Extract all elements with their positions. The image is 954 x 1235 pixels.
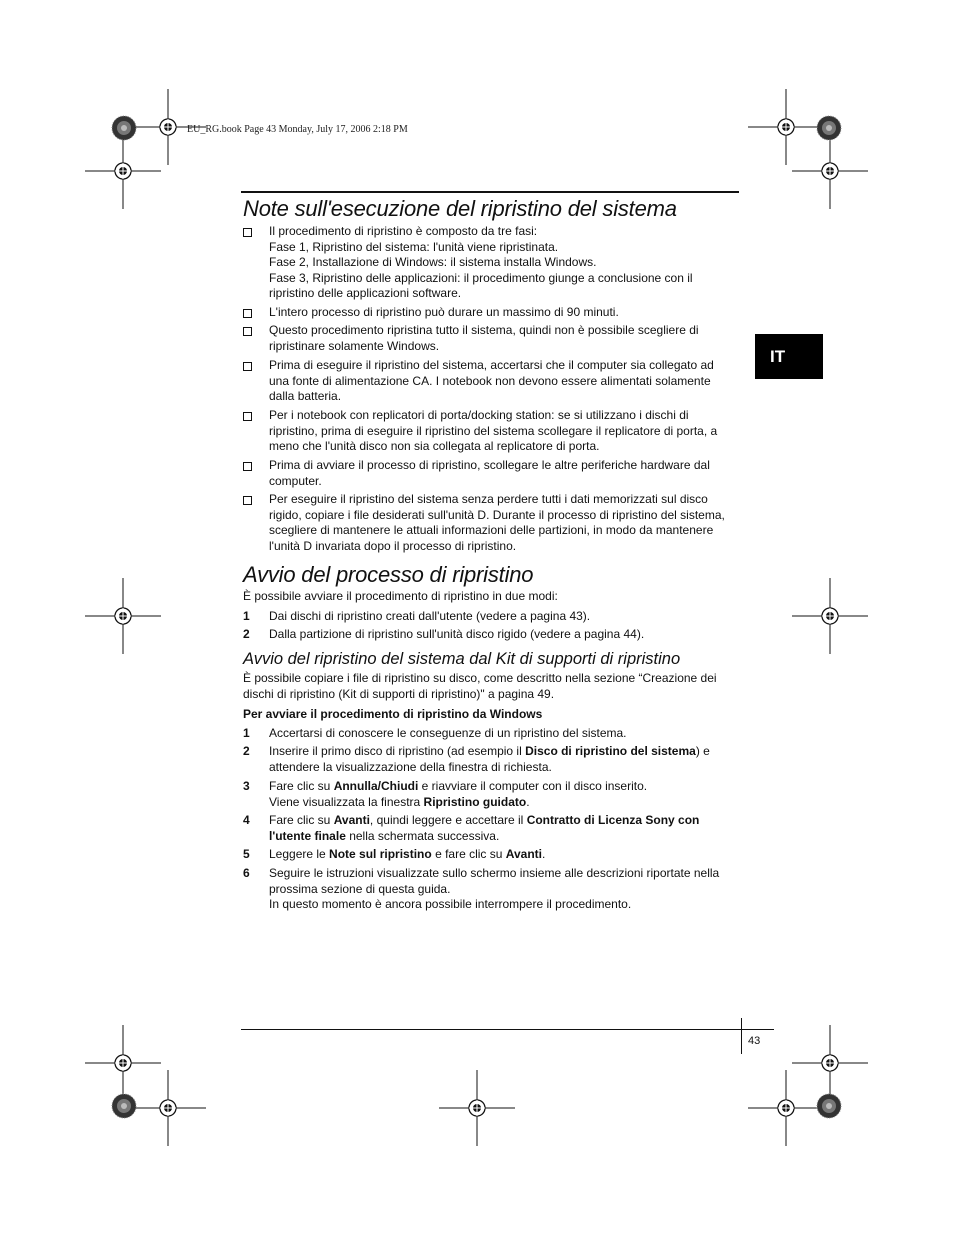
registration-mark-icon — [130, 89, 206, 165]
step-emphasis: Contratto di Licenza Sony con — [526, 813, 700, 827]
title-notes: Note sull'esecuzione del ripristino del sistema — [243, 196, 677, 221]
page-number: 43 — [748, 1035, 761, 1047]
step-number: 6 — [243, 866, 250, 880]
mode-text: Dalla partizione di ripristino sull'unità disco rigido (vedere a pagina 44). — [269, 627, 645, 641]
step-emphasis: Note sul ripristino — [329, 847, 432, 861]
procedure-heading: Per avviare il procedimento di ripristino da Windows — [243, 707, 543, 721]
registration-mark-icon — [792, 133, 868, 209]
mode-text: Dai dischi di ripristino creati dall'utente (vedere a pagina 43). — [269, 609, 591, 623]
step-text: . — [526, 794, 530, 809]
step-text: Inserire il primo disco di ripristino (ad esempio il — [269, 744, 526, 758]
step-text: Accertarsi di conoscere le conseguenze di un ripristino del sistema. — [269, 726, 627, 740]
note-line: Il procedimento di ripristino è composto da tre fasi: — [269, 224, 538, 238]
step-number: 4 — [243, 813, 250, 827]
step-text: prossima sezione di questa guida. — [269, 881, 451, 896]
kit-intro-line: È possibile copiare i file di ripristino su disco, come descritto nella sezione “Creazione dei — [243, 671, 717, 685]
note-line: l'unità D invariata dopo il processo di ripristino. — [269, 538, 517, 553]
note-line: Per eseguire il ripristino del sistema senza perdere tutti i dati memorizzati sul disco — [269, 492, 708, 506]
step-number: 3 — [243, 779, 250, 793]
note-line: rigido, copiare i file desiderati sull'unità D. Durante il processo di ripristino del sistema, — [269, 507, 725, 522]
note-line: dalla batteria. — [269, 389, 342, 403]
mode-number: 1 — [243, 609, 250, 623]
step-number: 5 — [243, 847, 250, 861]
book-header: EU_RG.book Page 43 Monday, July 17, 2006 2:18 PM — [187, 124, 408, 135]
note-line: Fase 3, Ripristino delle applicazioni: il procedimento giunge a conclusione con il — [269, 270, 693, 285]
step-text: attendere la visualizzazione della finestra di richiesta. — [269, 759, 552, 774]
note-line: una fonte di alimentazione CA. I notebook non devono essere alimentati solamente — [269, 373, 711, 388]
step-emphasis: l'utente finale — [269, 828, 346, 843]
note-line: ripristino, prima di eseguire il ripristino del sistema scollegare il replicatore di porta, a — [269, 423, 718, 438]
note-line: ripristinare solamente Windows. — [269, 338, 440, 353]
note-line: Fase 1, Ripristino del sistema: l'unità viene ripristinata. — [269, 239, 559, 254]
step-emphasis: Annulla/Chiudi — [333, 779, 419, 793]
registration-mark-icon — [85, 1025, 161, 1101]
step-text: e riavviare il computer con il disco inserito. — [418, 779, 648, 793]
step-text: e fare clic su — [431, 847, 506, 861]
registration-mark-icon — [792, 1025, 868, 1101]
color-target-icon — [112, 1094, 136, 1118]
step-number: 2 — [243, 744, 250, 758]
step-text: Leggere le — [269, 847, 330, 861]
color-target-icon — [112, 116, 136, 140]
title-avvio: Avvio del processo di ripristino — [243, 562, 534, 587]
note-line: Per i notebook con replicatori di porta/docking station: se si utilizzano i dischi di — [269, 408, 689, 422]
registration-mark-icon — [792, 578, 868, 654]
step-text: , quindi leggere e accettare il — [369, 813, 527, 827]
registration-mark-icon — [748, 1070, 824, 1146]
note-line: Questo procedimento ripristina tutto il sistema, quindi non è possibile scegliere di — [269, 323, 699, 337]
note-line: Fase 2, Installazione di Windows: il sistema installa Windows. — [269, 255, 597, 269]
registration-mark-icon — [748, 89, 824, 165]
registration-mark-icon — [85, 133, 161, 209]
step-emphasis: Avanti — [333, 813, 370, 827]
note-line: scegliere di mantenere le attuali informazioni delle partizioni, in modo da mantenere — [269, 523, 714, 537]
note-line: ripristino delle applicazioni software. — [269, 286, 462, 300]
step-text: Fare clic su — [269, 813, 334, 827]
step-text: Seguire le istruzioni visualizzate sullo schermo insieme alle descrizioni riportate nella — [269, 866, 720, 880]
step-text: nella schermata successiva. — [345, 828, 500, 843]
registration-mark-icon — [439, 1070, 515, 1146]
step-emphasis: Disco di ripristino del sistema — [525, 744, 696, 758]
mode-number: 2 — [243, 627, 250, 641]
step-text: ) e — [695, 744, 710, 758]
note-line: meno che l'unità disco non sia collegata al replicatore di porta. — [269, 439, 600, 453]
registration-mark-icon — [85, 578, 161, 654]
kit-intro-line: dischi di ripristino (Kit di supporti di ripristino)" a pagina 49. — [243, 686, 555, 701]
step-emphasis: Ripristino guidato — [423, 794, 527, 809]
note-line: Prima di avviare il processo di ripristino, scollegare le altre periferiche hardware dal — [269, 458, 710, 472]
step-text: Fare clic su — [269, 779, 334, 793]
color-target-icon — [817, 1094, 841, 1118]
step-text: Viene visualizzata la finestra — [269, 794, 424, 809]
step-number: 1 — [243, 726, 250, 740]
language-tab: IT — [755, 334, 823, 379]
registration-mark-icon — [130, 1070, 206, 1146]
note-line: L'intero processo di ripristino può durare un massimo di 90 minuti. — [269, 305, 619, 319]
note-line: Prima di eseguire il ripristino del sistema, accertarsi che il computer sia collegato ad — [269, 358, 714, 372]
color-target-icon — [817, 116, 841, 140]
step-emphasis: Avanti — [505, 847, 542, 861]
subtitle-kit: Avvio del ripristino del sistema dal Kit di supporti di ripristino — [243, 650, 681, 668]
step-text: In questo momento è ancora possibile interrompere il procedimento. — [269, 897, 632, 911]
note-line: computer. — [269, 473, 322, 488]
step-text: . — [542, 847, 546, 861]
avvio-intro: È possibile avviare il procedimento di ripristino in due modi: — [243, 589, 558, 603]
